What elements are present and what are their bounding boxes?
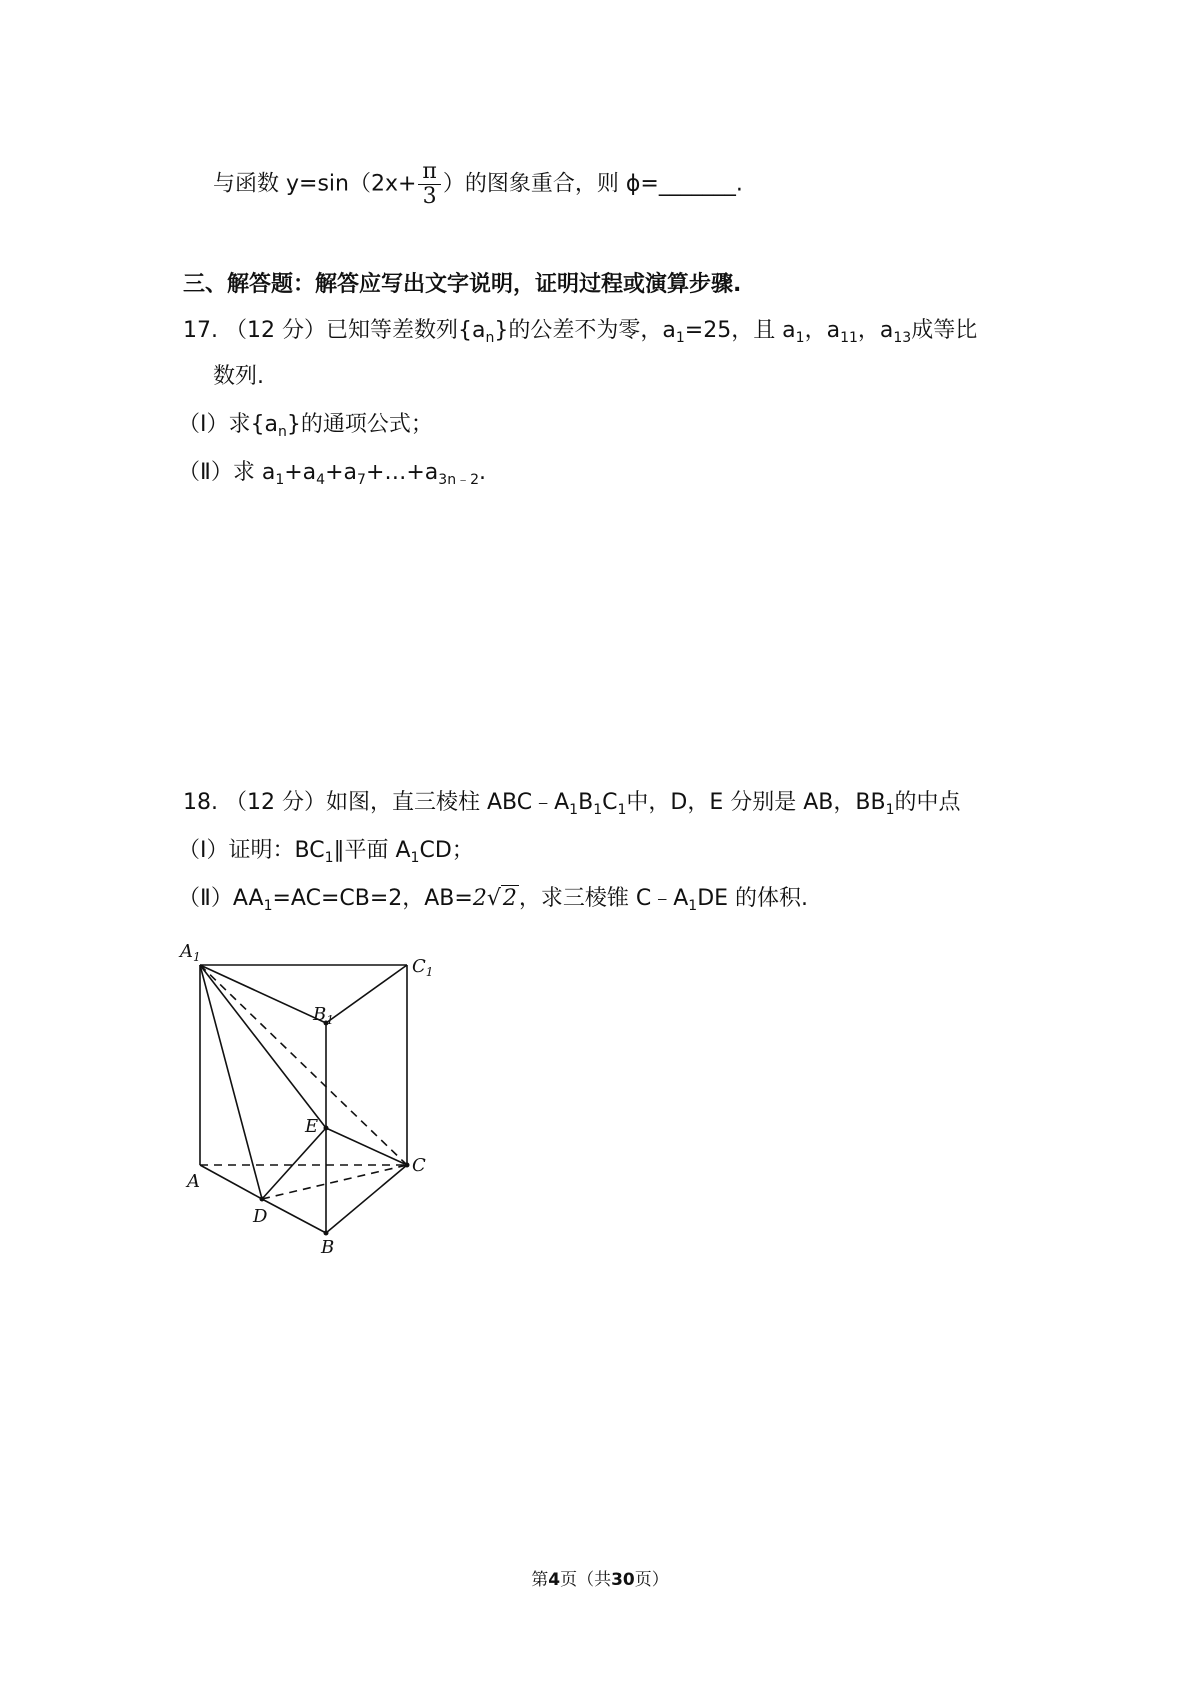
point-c	[405, 1163, 410, 1168]
edge-e-c	[326, 1128, 407, 1165]
edge-a1-d	[200, 965, 262, 1199]
q17-number: 17.	[183, 318, 218, 343]
label-d: D	[253, 1206, 268, 1227]
q18-line1: 18. （12 分）如图，直三棱柱 $ABC﹣A_1B_1C_1$中，D，E 分别是 AB，$BB_1$的中点	[183, 790, 961, 818]
page-number: 4	[548, 1570, 561, 1590]
label-c1: $C_1$	[412, 956, 434, 979]
edge-d-c-dashed	[262, 1165, 407, 1199]
edge-a1-c-dashed	[200, 965, 407, 1165]
label-a1: $A_1$	[180, 941, 201, 964]
q18-part2: $(Ⅱ)AA_1=AC=CB=2$，AB=2√2，求三棱锥 $C﹣A_1DE$ 的体积.	[178, 886, 809, 914]
page-footer: 第4页（共30页）	[531, 1570, 669, 1590]
pi-over-3-fraction: $\frac{\pi}{3}$	[418, 160, 440, 209]
q18-part1: （Ⅰ）证明：$BC_1\parallel$平面 $A_1CD$；	[178, 838, 474, 866]
q17-line2: 数列.	[213, 364, 264, 389]
label-b: B	[321, 1237, 335, 1255]
label-e: E	[305, 1116, 319, 1137]
edge-d-e	[262, 1128, 326, 1199]
edge-c1-b1	[326, 965, 407, 1023]
continuation-line: 与函数 y=sin（2x+ $\frac{\pi}{3}$ ）的图象重合，则 ϕ=_______.	[213, 159, 743, 209]
q17-part1: （Ⅰ）求$\{a_n\}$的通项公式；	[178, 412, 433, 440]
edge-b-c	[326, 1165, 407, 1233]
triangular-prism-figure	[175, 935, 435, 1255]
edge-a1-b1	[200, 965, 326, 1023]
edge-a-d	[200, 1165, 262, 1199]
label-b1: $B_1$	[313, 1004, 334, 1027]
label-c: C	[412, 1155, 426, 1176]
q18-score: （12 分）	[225, 790, 326, 815]
q17-part2: （Ⅱ）求 $a_1+a_4+a_7+\dots+a_{3n﹣2}$.	[178, 460, 486, 488]
point-d	[260, 1197, 265, 1202]
two-root-two: 2√2	[472, 886, 517, 911]
q17-line1: 17. （12 分）已知等差数列$\{a_n\}$的公差不为零，$a_1=25$，且 $a_1$，$a_{11}$，$a_{13}$成等比	[183, 318, 978, 346]
label-a: A	[187, 1171, 200, 1192]
point-e	[324, 1126, 329, 1131]
point-b	[324, 1231, 329, 1236]
edge-d-b	[262, 1199, 326, 1233]
page-total: 30	[611, 1570, 635, 1590]
q17-score: （12 分）	[225, 318, 326, 343]
q18-number: 18.	[183, 790, 218, 815]
edge-a1-e	[200, 965, 326, 1128]
section-title: 三、解答题：解答应写出文字说明，证明过程或演算步骤.	[183, 272, 742, 297]
